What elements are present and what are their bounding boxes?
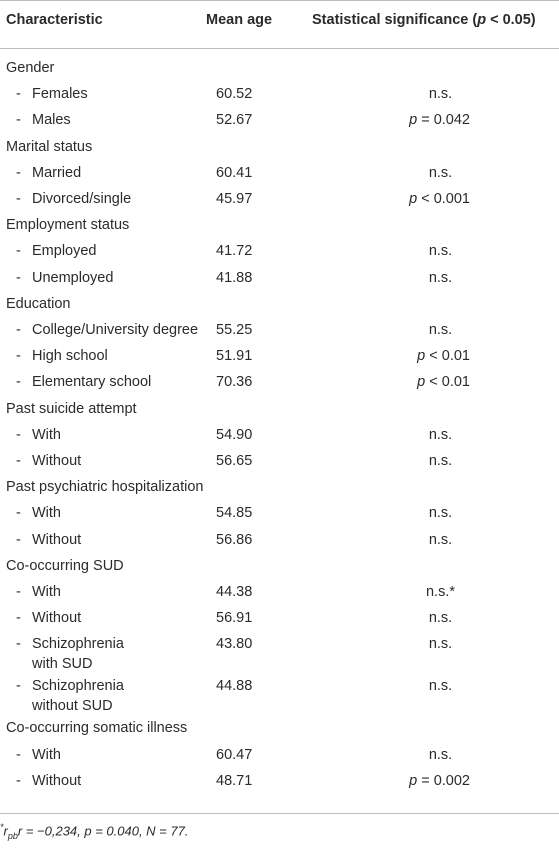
row-significance-text: n.s. <box>428 453 453 469</box>
footnote-sub: pb <box>7 830 18 841</box>
row-dash: - <box>16 243 21 260</box>
header-characteristic: Characteristic <box>6 12 103 28</box>
row-dash: - <box>16 531 21 548</box>
row-dash: - <box>16 374 21 391</box>
row-mean-age: 60.47 <box>216 746 253 763</box>
row-label <box>16 372 151 392</box>
row-significance-text: n.s. <box>428 243 453 260</box>
row-label-text: Employed <box>32 243 97 260</box>
row-significance <box>330 503 551 523</box>
row-dash: - <box>16 426 21 443</box>
header-significance <box>312 12 536 28</box>
category-label: Education <box>6 295 71 312</box>
table-header <box>0 0 559 48</box>
row-label-text: Elementary school <box>32 374 152 391</box>
row-significance <box>330 110 470 130</box>
category-label: Co-occurring SUD <box>6 557 124 574</box>
row-dash: - <box>16 746 21 763</box>
row-mean-age: 55.25 <box>216 322 253 338</box>
table-footnote <box>0 822 188 841</box>
bottom-rule <box>0 813 559 814</box>
row-significance-text: n.s. <box>428 531 453 548</box>
row-mean-age: 45.97 <box>216 191 253 207</box>
row-significance-text: = 0.042 <box>417 112 470 129</box>
row-label-text-line2: without SUD <box>32 698 113 715</box>
footnote-star: * <box>0 822 4 832</box>
row-significance <box>330 84 551 104</box>
row-label-text: With <box>32 746 61 763</box>
row-label-text: College/University degree <box>32 322 199 338</box>
row-label <box>16 241 96 261</box>
row-dash: - <box>16 636 21 653</box>
row-label-text: With <box>32 584 61 600</box>
row-significance-text: n.s. <box>428 164 453 181</box>
row-dash: - <box>16 505 21 522</box>
header-significance-prefix: Statistical significance ( <box>312 12 478 28</box>
row-mean-age: 60.41 <box>216 164 253 181</box>
row-dash: - <box>16 678 21 695</box>
row-mean-age: 54.85 <box>216 505 253 522</box>
row-label-text: Without <box>32 772 82 789</box>
row-dash: - <box>16 322 21 338</box>
footnote-text: = −0,234, p = 0.040, N = 77. <box>22 823 189 839</box>
row-significance-p: p <box>409 772 418 789</box>
row-significance <box>330 320 551 340</box>
header-mean-age: Mean age <box>206 12 273 28</box>
category-label: Employment status <box>6 217 130 234</box>
row-dash: - <box>16 610 21 627</box>
row-label <box>16 425 61 445</box>
row-mean-age: 54.90 <box>216 426 253 443</box>
row-label-text: Without <box>32 610 82 627</box>
row-significance <box>330 425 551 445</box>
row-mean-age: 41.88 <box>216 269 253 286</box>
header-significance-suffix: < 0.05) <box>486 12 536 28</box>
row-significance-text: n.s. <box>428 505 453 522</box>
row-label <box>16 189 131 209</box>
row-mean-age: 44.88 <box>216 678 253 695</box>
row-label-text: Without <box>32 531 82 548</box>
row-label <box>16 530 81 550</box>
header-significance-p: p <box>477 12 487 28</box>
row-mean-age: 41.72 <box>216 243 253 260</box>
row-mean-age: 56.86 <box>216 531 253 548</box>
row-dash: - <box>16 191 21 207</box>
category-label: Past psychiatric hospitalization <box>6 479 204 496</box>
row-significance <box>330 771 470 791</box>
row-label-text: Males <box>32 112 71 129</box>
row-significance-text: n.s. <box>428 269 453 286</box>
row-dash: - <box>16 164 21 181</box>
row-label <box>16 451 81 471</box>
row-significance <box>330 189 470 209</box>
row-label-text: Married <box>32 164 82 181</box>
row-mean-age: 51.91 <box>216 348 253 365</box>
row-significance-text: < 0.01 <box>425 348 470 365</box>
row-label-text-line2: with SUD <box>32 656 93 673</box>
row-significance-text: n.s. <box>428 426 453 443</box>
row-label-text: Without <box>32 453 82 469</box>
row-label <box>16 84 88 104</box>
row-significance-text: = 0.002 <box>417 772 470 789</box>
row-label <box>16 320 198 340</box>
row-significance-p: p <box>417 374 426 391</box>
row-dash: - <box>16 584 21 600</box>
row-significance-text: < 0.001 <box>417 191 470 207</box>
row-label <box>16 608 81 628</box>
row-label-text: Females <box>32 86 88 103</box>
row-mean-age: 56.91 <box>216 610 253 627</box>
row-significance-p: p <box>409 191 418 207</box>
row-mean-age: 70.36 <box>216 374 253 391</box>
row-label <box>16 268 113 288</box>
row-label <box>16 676 124 716</box>
row-dash: - <box>16 348 21 365</box>
category-label: Co-occurring somatic illness <box>6 720 188 737</box>
row-mean-age: 48.71 <box>216 772 253 789</box>
row-significance <box>330 745 551 765</box>
row-label-text: With <box>32 505 61 522</box>
row-dash: - <box>16 269 21 286</box>
row-significance <box>330 676 551 696</box>
row-significance <box>330 268 551 288</box>
row-significance-text: n.s. <box>428 636 453 653</box>
row-significance-text: n.s. <box>428 610 453 627</box>
row-significance-text: n.s. <box>428 86 453 103</box>
row-significance-text: n.s. <box>428 322 453 338</box>
row-label-text: Divorced/single <box>32 191 132 207</box>
row-significance-text: n.s.* <box>425 584 455 600</box>
row-label-text: Schizophrenia <box>32 678 124 695</box>
category-label: Past suicide attempt <box>6 400 137 417</box>
row-mean-age: 60.52 <box>216 86 253 103</box>
footnote-r: r <box>3 823 8 839</box>
row-significance-text: n.s. <box>428 678 453 695</box>
row-significance <box>330 451 551 471</box>
row-label <box>16 771 81 791</box>
row-significance <box>330 530 551 550</box>
row-label <box>16 163 81 183</box>
row-significance-p: p <box>409 112 418 129</box>
row-significance <box>330 163 551 183</box>
row-significance-text: n.s. <box>428 746 453 763</box>
row-label-text: Schizophrenia <box>32 636 124 653</box>
row-mean-age: 43.80 <box>216 636 253 653</box>
row-dash: - <box>16 112 21 129</box>
row-label-text: With <box>32 426 61 443</box>
row-dash: - <box>16 772 21 789</box>
row-mean-age: 44.38 <box>216 584 253 600</box>
row-significance-text: < 0.01 <box>425 374 470 391</box>
row-label <box>16 582 61 602</box>
row-significance <box>330 634 551 654</box>
row-significance <box>330 346 470 366</box>
row-label <box>16 346 108 366</box>
row-label-text: Unemployed <box>32 269 114 286</box>
row-mean-age: 56.65 <box>216 453 253 469</box>
category-label: Marital status <box>6 138 93 155</box>
row-significance <box>330 372 470 392</box>
row-dash: - <box>16 453 21 469</box>
row-dash: - <box>16 86 21 103</box>
row-significance <box>330 582 551 602</box>
footnote-r2: r <box>17 823 23 839</box>
row-label-text: High school <box>32 348 108 365</box>
header-rule <box>0 48 559 49</box>
row-label <box>16 634 124 674</box>
row-significance <box>330 608 551 628</box>
row-label <box>16 745 61 765</box>
row-significance <box>330 241 551 261</box>
row-significance-p: p <box>417 348 426 365</box>
row-label <box>16 503 61 523</box>
category-label: Gender <box>6 60 55 76</box>
row-mean-age: 52.67 <box>216 112 253 129</box>
row-label <box>16 110 71 130</box>
